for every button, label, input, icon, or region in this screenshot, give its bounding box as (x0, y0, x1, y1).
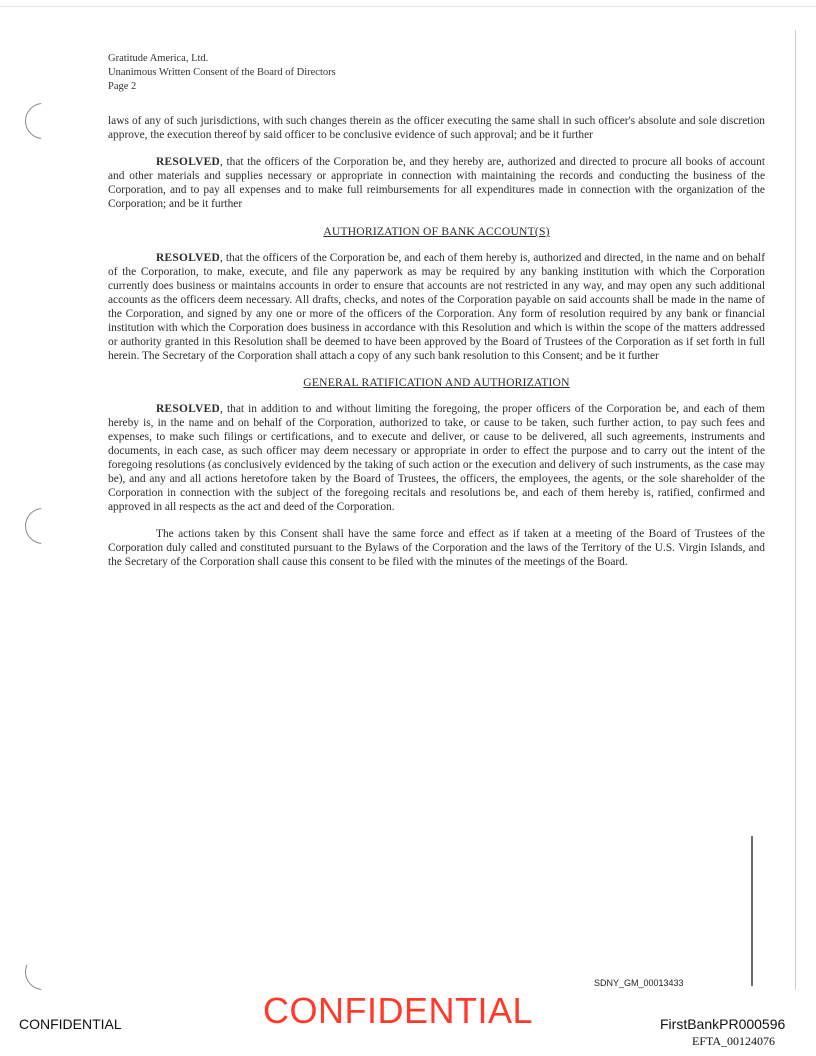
resolution-paragraph (108, 155, 765, 211)
resolution-text: , that in addition to and without limiting the foregoing, the proper officers of the Corporation be, and each of them hereby is, in the name and on behalf of the Corporation, authorized to take, or cause to be taken, such further action, to pay such fees and expenses, to make such filings or certifications, and to execute and deliver, or cause to be delivered, all such agreements, instruments and documents, in each case, as such officer may deem necessary or appropriate in order to effect the purpose and to carry out the intent of the foregoing resolutions (as conclusively evidenced by the taking of such action or the execution and delivery of such instruments, as the case may be), and any and all actions heretofore taken by the Board of Trustees, the officers, the employees, the agents, or the sole shareholder of the Corporation in connection with the subject of the foregoing recitals and resolutions be, and each of them hereby is, ratified, confirmed and approved in all respects as the act and deed of the Corporation. (108, 403, 765, 513)
scan-mark-line (751, 836, 753, 986)
resolution-paragraph (108, 251, 765, 363)
hole-punch-mark (25, 954, 61, 990)
section-heading-bank-accounts: AUTHORIZATION OF BANK ACCOUNT(S) (323, 225, 550, 238)
confidential-stamp: CONFIDENTIAL (263, 990, 534, 1031)
confidential-label: CONFIDENTIAL (19, 1016, 122, 1032)
header-page-number: Page 2 (108, 81, 137, 92)
resolved-label: RESOLVED (156, 156, 221, 168)
bates-number-efta: EFTA_00124076 (692, 1034, 776, 1048)
hole-punch-mark (25, 103, 61, 139)
closing-paragraph: The actions taken by this Consent shall have the same force and effect as if taken at a meeting of the Board of Trustees of the Corporation duly called and constituted pursuant to the Bylaws of the Corporation and the laws of the Territory of the U.S. Virgin Islands, and the Secretary of the Corporation shall cause this consent to be filed with the minutes of the meetings of the Board. (108, 528, 765, 568)
hole-punch-mark (25, 508, 61, 544)
document-header (108, 52, 336, 94)
resolution-paragraph (108, 402, 765, 514)
paragraph-continuation: laws of any of such jurisdictions, with such changes therein as the officer executing the same shall in such officer's absolute and sole discretion approve, the execution thereof by said officer to be conclusive evidence of such approval; and be it further (108, 115, 765, 141)
bates-number-firstbank: FirstBankPR000596 (660, 1016, 786, 1032)
resolved-label: RESOLVED (156, 252, 221, 264)
header-company: Gratitude America, Ltd. (108, 53, 209, 64)
resolution-text: , that the officers of the Corporation be, and they hereby are, authorized and directed to procure all books of account and other materials and supplies necessary or appropriate in connection with maintaining the records and conducting the business of the Corporation, and to pay all expenses and to make full reimbursements for all expenditures made in connection with the organization of the Corporation; and be it further (108, 156, 765, 210)
page-top-edge (0, 0, 816, 7)
header-document-title: Unanimous Written Consent of the Board of Directors (108, 67, 336, 78)
section-heading-ratification: GENERAL RATIFICATION AND AUTHORIZATION (303, 376, 570, 389)
document-body (108, 114, 765, 582)
resolved-label: RESOLVED (156, 403, 221, 415)
bates-number-sdny: SDNY_GM_00013433 (594, 978, 684, 988)
resolution-text: , that the officers of the Corporation be, and each of them hereby is, authorized and directed, in the name and on behalf of the Corporation, to make, execute, and file any paperwork as may be required by any banking institution with which the Corporation currently does business or maintains accounts in order to ensure that accounts are not restricted in any way, and may open any such additional accounts as the officers deem necessary. All drafts, checks, and notes of the Corporation payable on said accounts shall be made in the name of the Corporation, and signed by any one or more of the officers of the Corporation. Any form of resolution required by any bank or financial institution with which the Corporation does business in accordance with this Resolution and which is within the scope of the matters addressed or authority granted in this Resolution shall be deemed to have been approved by the Board of Trustees of the Corporation as if set forth in full herein. The Secretary of the Corporation shall attach a copy of any such bank resolution to this Consent; and be it further (108, 252, 765, 362)
page-right-edge (795, 30, 796, 990)
